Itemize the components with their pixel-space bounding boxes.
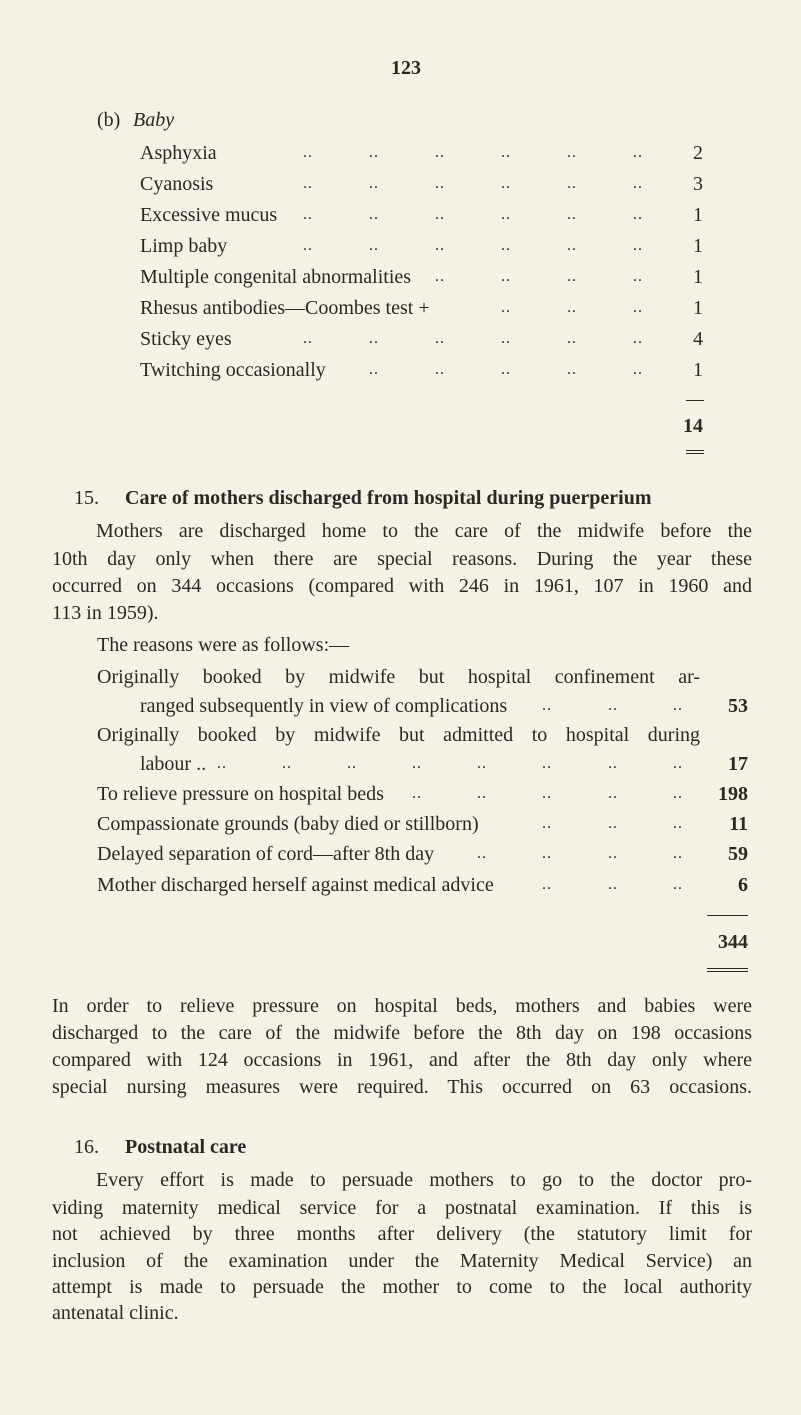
leader-dots: .. (542, 697, 552, 714)
subtotal-rule (686, 400, 704, 401)
leader-dots: .. (435, 237, 445, 254)
leader-dots: .. (542, 815, 552, 832)
leader-dots: .. (501, 268, 511, 285)
leader-dots: .. (303, 237, 313, 254)
leader-dots: .. (542, 845, 552, 862)
leader-dots: .. (567, 206, 577, 223)
leader-dots: .. (633, 330, 643, 347)
paragraph-line: viding maternity medical service for a postnatal examination. If this is (52, 1197, 752, 1219)
leader-dots: .. (217, 755, 227, 772)
leader-dots: .. (282, 755, 292, 772)
leader-dots: .. (567, 330, 577, 347)
leader-dots: .. (673, 845, 683, 862)
reason-count: 6 (738, 874, 748, 896)
leader-dots: .. (633, 299, 643, 316)
leader-dots: .. (501, 237, 511, 254)
reason-count: 198 (718, 783, 748, 805)
paragraph-line: 10th day only when there are special reasons. During the year these (52, 548, 752, 570)
subtotal-rule (707, 915, 748, 916)
baby-item-label: Limp baby (140, 235, 228, 257)
paragraph-line: compared with 124 occasions in 1961, and after the 8th day only where (52, 1049, 752, 1071)
leader-dots: .. (633, 361, 643, 378)
baby-item-count: 1 (693, 266, 703, 288)
leader-dots: .. (608, 876, 618, 893)
baby-label-prefix: (b) (97, 109, 121, 131)
reason-count: 59 (728, 843, 748, 865)
leader-dots: .. (303, 206, 313, 223)
baby-item-label: Multiple congenital abnormalities (140, 266, 412, 288)
baby-item-count: 2 (693, 142, 703, 164)
baby-item-label: Asphyxia (140, 142, 217, 164)
reasons-intro: The reasons were as follows:— (97, 634, 350, 656)
leader-dots: .. (369, 330, 379, 347)
leader-dots: .. (501, 361, 511, 378)
leader-dots: .. (567, 175, 577, 192)
leader-dots: .. (567, 268, 577, 285)
leader-dots: .. (435, 361, 445, 378)
paragraph-line: inclusion of the examination under the Maternity Medical Service) an (52, 1250, 752, 1272)
section-16-number: 16. (74, 1136, 99, 1158)
leader-dots: .. (542, 755, 552, 772)
baby-item-label: Twitching occasionally (140, 359, 326, 381)
baby-item-count: 1 (693, 204, 703, 226)
leader-dots: .. (435, 206, 445, 223)
baby-item-count: 3 (693, 173, 703, 195)
reason-label: To relieve pressure on hospital beds (97, 783, 384, 805)
leader-dots: .. (369, 361, 379, 378)
leader-dots: .. (633, 206, 643, 223)
leader-dots: .. (608, 815, 618, 832)
leader-dots: .. (435, 144, 445, 161)
reason-label: Originally booked by midwife but admitted to hospital during (97, 724, 700, 746)
baby-item-label: Cyanosis (140, 173, 214, 195)
baby-heading: Baby (133, 109, 175, 131)
leader-dots: .. (633, 237, 643, 254)
leader-dots: .. (477, 755, 487, 772)
leader-dots: .. (673, 755, 683, 772)
page-number: 123 (391, 57, 421, 79)
paragraph-line: Mothers are discharged home to the care of the midwife before the (96, 520, 752, 542)
leader-dots: .. (347, 755, 357, 772)
total-double-rule (707, 968, 748, 972)
leader-dots: .. (608, 845, 618, 862)
reason-label: Compassionate grounds (baby died or stillborn) (97, 813, 479, 835)
paragraph-line: Every effort is made to persuade mothers to go to the doctor pro- (96, 1169, 752, 1191)
paragraph-line: special nursing measures were required. This occurred on 63 occasions. (52, 1076, 752, 1098)
leader-dots: .. (303, 330, 313, 347)
leader-dots: .. (608, 697, 618, 714)
reason-count: 11 (729, 813, 748, 835)
leader-dots: .. (435, 330, 445, 347)
leader-dots: .. (673, 876, 683, 893)
reasons-total: 344 (718, 931, 748, 953)
baby-item-label: Excessive mucus (140, 204, 278, 226)
leader-dots: .. (542, 785, 552, 802)
section-15-number: 15. (74, 487, 99, 509)
leader-dots: .. (435, 268, 445, 285)
section-15-title: Care of mothers discharged from hospital during puerperium (125, 487, 652, 509)
leader-dots: .. (567, 237, 577, 254)
leader-dots: .. (303, 144, 313, 161)
leader-dots: .. (608, 755, 618, 772)
leader-dots: .. (477, 845, 487, 862)
leader-dots: .. (633, 175, 643, 192)
leader-dots: .. (369, 144, 379, 161)
leader-dots: .. (673, 697, 683, 714)
leader-dots: .. (633, 268, 643, 285)
leader-dots: .. (633, 144, 643, 161)
paragraph-line: 113 in 1959). (52, 602, 159, 624)
leader-dots: .. (608, 785, 618, 802)
leader-dots: .. (673, 785, 683, 802)
leader-dots: .. (412, 785, 422, 802)
leader-dots: .. (567, 299, 577, 316)
leader-dots: .. (673, 815, 683, 832)
reason-label: Delayed separation of cord—after 8th day (97, 843, 435, 865)
reason-label: Mother discharged herself against medical advice (97, 874, 494, 896)
leader-dots: .. (542, 876, 552, 893)
paragraph-line: antenatal clinic. (52, 1302, 179, 1324)
baby-total: 14 (683, 415, 703, 437)
leader-dots: .. (477, 785, 487, 802)
leader-dots: .. (501, 175, 511, 192)
leader-dots: .. (369, 237, 379, 254)
leader-dots: .. (412, 755, 422, 772)
total-double-rule (686, 450, 704, 454)
baby-item-label: Rhesus antibodies—Coombes test + (140, 297, 430, 319)
paragraph-line: occurred on 344 occasions (compared with 246 in 1961, 107 in 1960 and (52, 575, 752, 597)
leader-dots: .. (501, 144, 511, 161)
leader-dots: .. (567, 144, 577, 161)
reason-label: labour .. (140, 753, 207, 775)
section-16-title: Postnatal care (125, 1136, 247, 1158)
baby-item-count: 1 (693, 235, 703, 257)
reason-count: 53 (728, 695, 748, 717)
leader-dots: .. (501, 330, 511, 347)
baby-item-count: 1 (693, 297, 703, 319)
reason-label: ranged subsequently in view of complications (140, 695, 508, 717)
baby-item-count: 4 (693, 328, 703, 350)
leader-dots: .. (369, 175, 379, 192)
leader-dots: .. (369, 206, 379, 223)
paragraph-line: In order to relieve pressure on hospital beds, mothers and babies were (52, 995, 752, 1017)
reason-label: Originally booked by midwife but hospital confinement ar- (97, 666, 700, 688)
leader-dots: .. (435, 175, 445, 192)
leader-dots: .. (501, 299, 511, 316)
baby-item-count: 1 (693, 359, 703, 381)
baby-item-label: Sticky eyes (140, 328, 232, 350)
leader-dots: .. (567, 361, 577, 378)
paragraph-line: discharged to the care of the midwife before the 8th day on 198 occasions (52, 1022, 752, 1044)
paragraph-line: not achieved by three months after delivery (the statutory limit for (52, 1223, 752, 1245)
paragraph-line: attempt is made to persuade the mother to come to the local authority (52, 1276, 752, 1298)
leader-dots: .. (303, 175, 313, 192)
reason-count: 17 (728, 753, 748, 775)
leader-dots: .. (501, 206, 511, 223)
